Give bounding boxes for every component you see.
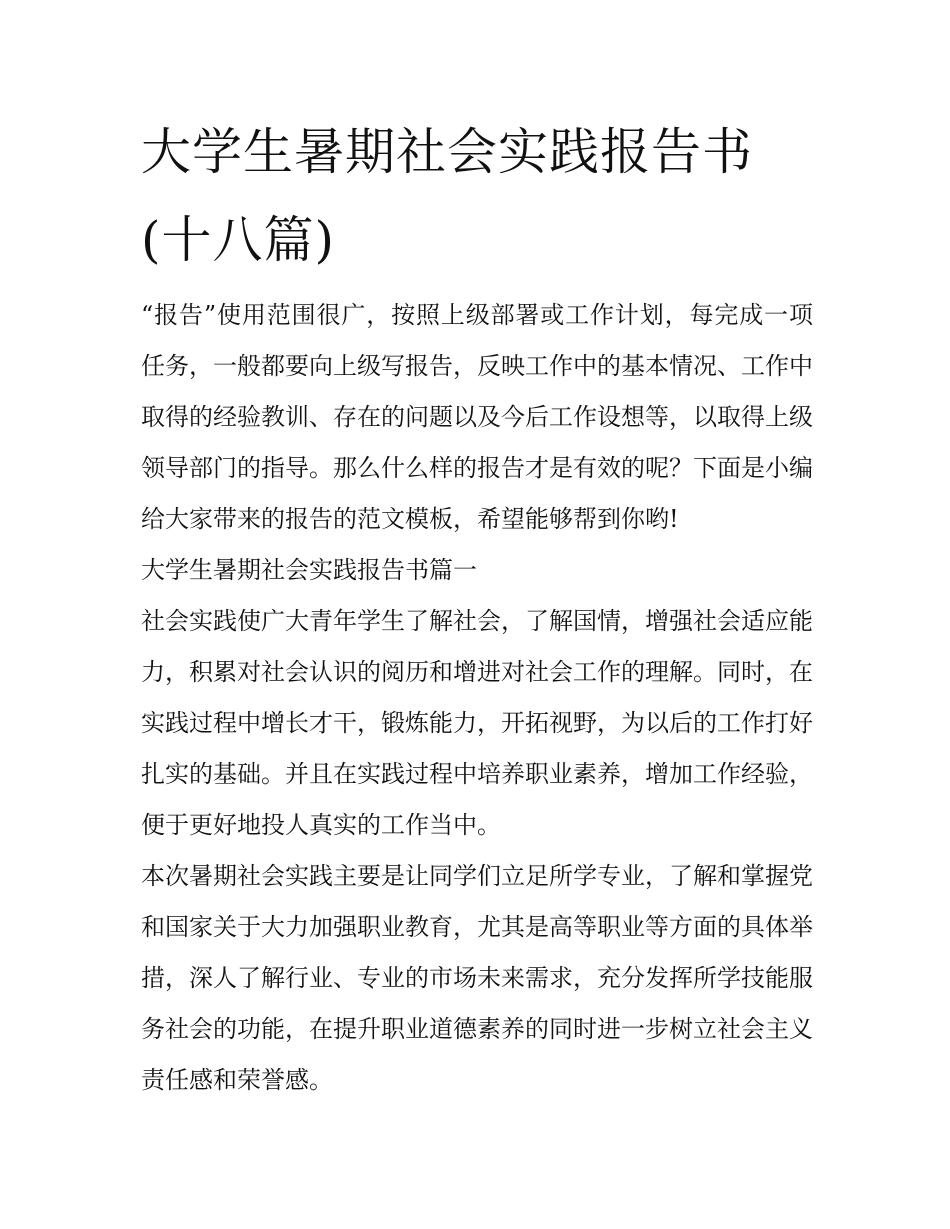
document-title: 大学生暑期社会实践报告书(十八篇): [141, 123, 753, 269]
body-paragraph-1: 社会实践使广大青年学生了解社会，了解国情，增强社会适应能力，积累对社会认识的阅历和增进对社会工作的理解。同时，在实践过程中增长才干，锻炼能力，开拓视野，为以后的工作打好扎实的基础。并且在实践过程中培养职业素养，增加工作经验，便于更好地投人真实的工作当中。: [141, 607, 813, 839]
body-paragraph-2: 本次暑期社会实践主要是让同学们立足所学专业，了解和掌握党和国家关于大力加强职业教育，尤其是高等职业等方面的具体举措，深人了解行业、专业的市场未来需求，充分发挥所学技能服务社会的功能，在提升职业道德素养的同时进一步树立社会主义责任感和荣誉感。: [141, 862, 813, 1094]
intro-paragraph: “报告”使用范围很广，按照上级部署或工作计划，每完成一项任务，一般都要向上级写报告，反映工作中的基本情况、工作中取得的经验教训、存在的问题以及今后工作设想等，以取得上级领导部门的指导。那么什么样的报告才是有效的呢？下面是小编给大家带来的报告的范文模板，希望能够帮到你哟!: [141, 301, 813, 533]
section-heading: 大学生暑期社会实践报告书篇一: [141, 556, 477, 584]
document-body: [141, 108, 813, 1106]
